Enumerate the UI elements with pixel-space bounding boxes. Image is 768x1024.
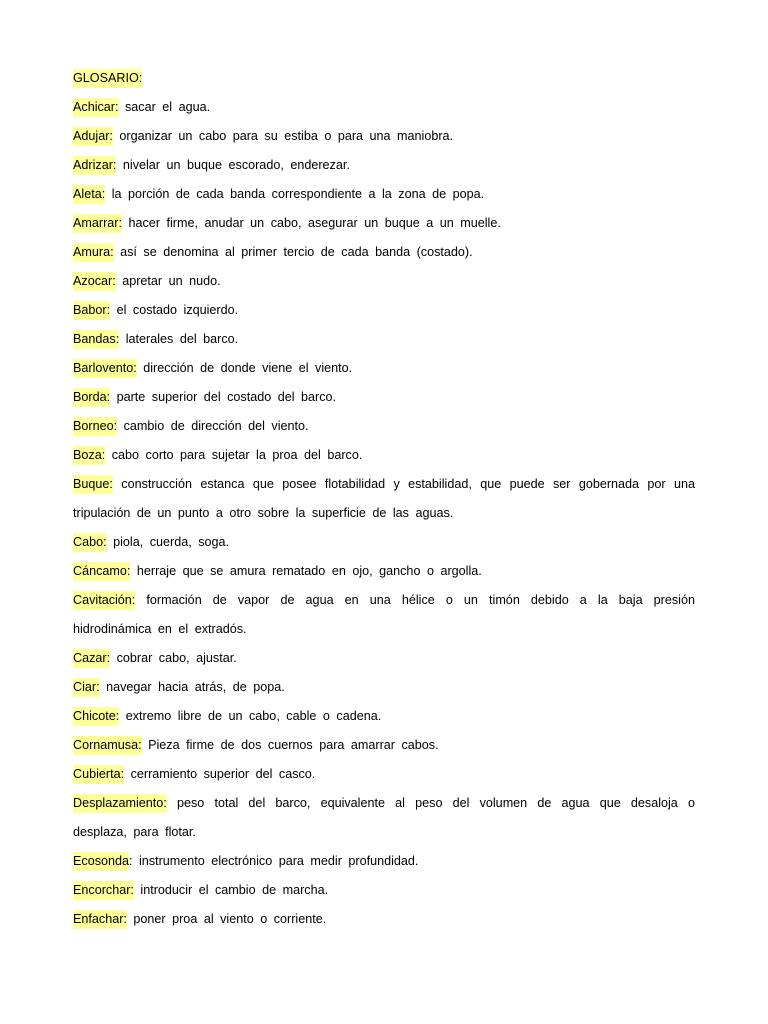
glossary-term: Adujar: — [73, 127, 113, 146]
glossary-definition: poner proa al viento o corriente. — [126, 912, 327, 926]
glossary-entry — [73, 296, 695, 325]
glossary-term: Ciar: — [73, 678, 100, 697]
glossary-term: Cáncamo: — [73, 562, 130, 581]
glossary-entry — [73, 267, 695, 296]
glossary-entry — [73, 673, 695, 702]
glossary-entry — [73, 209, 695, 238]
glossary-term: Ecosonda — [73, 852, 129, 871]
glossary-term: Borneo: — [73, 417, 117, 436]
glossary-definition: apretar un nudo. — [115, 274, 221, 288]
glossary-entry — [73, 180, 695, 209]
glossary-term: Encorchar: — [73, 881, 134, 900]
glossary-term: Barlovento: — [73, 359, 137, 378]
glossary-definition: construcción estanca que posee flotabilidad y estabilidad, que puede ser gobernada por una tripulación de un punto a otro sobre la superficie de las aguas. — [73, 477, 695, 520]
glossary-term: Bandas: — [73, 330, 119, 349]
glossary-definition: herraje que se amura rematado en ojo, gancho o argolla. — [130, 564, 482, 578]
glossary-term: Borda: — [73, 388, 110, 407]
glossary-definition: : instrumento electrónico para medir profundidad. — [129, 854, 419, 868]
glossary-entry — [73, 151, 695, 180]
glossary-definition: cerramiento superior del casco. — [124, 767, 316, 781]
glossary-entry — [73, 847, 695, 876]
glossary-definition: nivelar un buque escorado, enderezar. — [116, 158, 350, 172]
glossary-entry — [73, 354, 695, 383]
glossary-term: Amarrar: — [73, 214, 122, 233]
glossary-term: Cubierta: — [73, 765, 124, 784]
glossary-term: Buque: — [73, 475, 113, 494]
glossary-entry — [73, 731, 695, 760]
glossary-definition: la porción de cada banda correspondiente a la zona de popa. — [105, 187, 485, 201]
glossary-entry-list — [73, 93, 695, 934]
glossary-term: Azocar: — [73, 272, 116, 291]
glossary-term: Cornamusa: — [73, 736, 142, 755]
glossary-term: Cazar: — [73, 649, 110, 668]
glossary-entry — [73, 905, 695, 934]
glossary-entry — [73, 586, 695, 644]
glossary-section — [73, 64, 695, 934]
glossary-title-line — [73, 64, 695, 93]
glossary-definition: hacer firme, anudar un cabo, asegurar un buque a un muelle. — [121, 216, 501, 230]
glossary-term: Amura: — [73, 243, 114, 262]
glossary-entry — [73, 412, 695, 441]
glossary-entry — [73, 441, 695, 470]
glossary-definition: piola, cuerda, soga. — [106, 535, 230, 549]
glossary-definition: dirección de donde viene el viento. — [136, 361, 353, 375]
glossary-entry — [73, 122, 695, 151]
glossary-term: Babor: — [73, 301, 110, 320]
glossary-title: GLOSARIO: — [73, 69, 142, 88]
glossary-definition: el costado izquierdo. — [110, 303, 239, 317]
glossary-entry — [73, 93, 695, 122]
glossary-entry — [73, 383, 695, 412]
glossary-entry — [73, 470, 695, 528]
glossary-entry — [73, 789, 695, 847]
glossary-term: Adrizar: — [73, 156, 116, 175]
glossary-term: Aleta: — [73, 185, 105, 204]
glossary-entry — [73, 557, 695, 586]
glossary-term: Enfachar: — [73, 910, 127, 929]
glossary-entry — [73, 702, 695, 731]
glossary-definition: cobrar cabo, ajustar. — [110, 651, 237, 665]
glossary-definition: formación de vapor de agua en una hélice o un timón debido a la baja presión hidrodinámica en el extradós. — [73, 593, 695, 636]
glossary-definition: sacar el agua. — [118, 100, 211, 114]
glossary-term: Desplazamiento: — [73, 794, 167, 813]
glossary-definition: laterales del barco. — [119, 332, 239, 346]
glossary-term: Cabo: — [73, 533, 107, 552]
glossary-definition: así se denomina al primer tercio de cada banda (costado). — [113, 245, 473, 259]
glossary-term: Boza: — [73, 446, 105, 465]
glossary-entry — [73, 644, 695, 673]
glossary-entry — [73, 760, 695, 789]
glossary-entry — [73, 876, 695, 905]
glossary-definition: peso total del barco, equivalente al peso del volumen de agua que desaloja o desplaza, para flotar. — [73, 796, 695, 839]
glossary-definition: parte superior del costado del barco. — [110, 390, 337, 404]
glossary-entry — [73, 238, 695, 267]
glossary-term: Cavitación: — [73, 591, 135, 610]
glossary-definition: introducir el cambio de marcha. — [133, 883, 329, 897]
glossary-definition: navegar hacia atrás, de popa. — [99, 680, 285, 694]
glossary-term: Achicar: — [73, 98, 119, 117]
glossary-entry — [73, 528, 695, 557]
glossary-definition: organizar un cabo para su estiba o para una maniobra. — [112, 129, 454, 143]
glossary-entry — [73, 325, 695, 354]
glossary-term: Chicote: — [73, 707, 119, 726]
glossary-definition: cabo corto para sujetar la proa del barco. — [105, 448, 363, 462]
glossary-definition: Pieza firme de dos cuernos para amarrar cabos. — [141, 738, 439, 752]
glossary-definition: cambio de dirección del viento. — [117, 419, 309, 433]
glossary-definition: extremo libre de un cabo, cable o cadena. — [119, 709, 382, 723]
